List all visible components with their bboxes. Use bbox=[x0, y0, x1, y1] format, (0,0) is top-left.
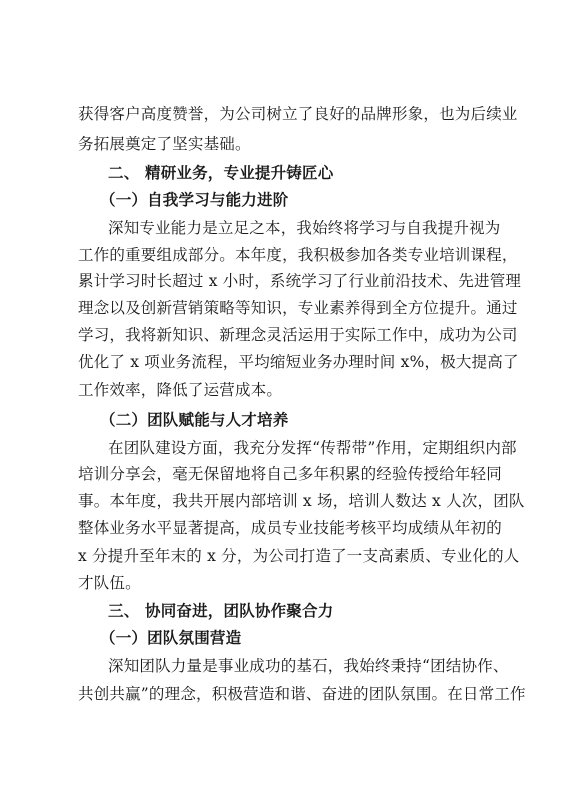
paragraph-line: 共创共赢”的理念，积极营造和谐、奋进的团队氛围。在日常工作 bbox=[78, 685, 526, 703]
section-heading: 二、 精研业务，专业提升铸匠心 bbox=[108, 163, 334, 182]
paragraph-line: 获得客户高度赞誉，为公司树立了良好的品牌形象，也为后续业 bbox=[78, 105, 518, 123]
paragraph-line: x 分提升至年末的 x 分，为公司打造了一支高素质、专业化的人 bbox=[78, 547, 520, 565]
paragraph-line: 整体业务水平显著提高，成员专业技能考核平均成绩从年初的 bbox=[78, 519, 502, 537]
paragraph-line: 理念以及创新营销策略等知识，专业素养得到全方位提升。通过 bbox=[78, 299, 518, 317]
subsection-heading: （二）团队赋能与人才培养 bbox=[100, 410, 289, 429]
paragraph-line: 培训分享会，毫无保留地将自己多年积累的经验传授给年轻同 bbox=[78, 465, 502, 483]
subsection-heading: （一）自我学习与能力进阶 bbox=[100, 190, 289, 209]
paragraph-line: 累计学习时长超过 x 小时，系统学习了行业前沿技术、先进管理 bbox=[78, 272, 522, 290]
paragraph-line: 事。本年度，我共开展内部培训 x 场，培训人数达 x 人次，团队 bbox=[78, 492, 525, 510]
paragraph-line: 才队伍。 bbox=[78, 574, 141, 592]
paragraph-line: 优化了 x 项业务流程，平均缩短业务办理时间 x%，极大提高了 bbox=[78, 353, 519, 371]
paragraph-line: 工作效率，降低了运营成本。 bbox=[78, 381, 283, 399]
paragraph-line: 在团队建设方面，我充分发挥“传帮带”作用，定期组织内部 bbox=[108, 439, 517, 457]
paragraph-line: 深知团队力量是事业成功的基石，我始终秉持“团结协作、 bbox=[108, 657, 509, 675]
subsection-heading: （一）团队氛围营造 bbox=[100, 628, 242, 647]
paragraph-line: 深知专业能力是立足之本，我始终将学习与自我提升视为 bbox=[108, 219, 501, 237]
paragraph-line: 工作的重要组成部分。本年度，我积极参加各类专业培训课程， bbox=[78, 246, 518, 264]
paragraph-line: 务拓展奠定了坚实基础。 bbox=[78, 135, 251, 153]
section-heading: 三、 协同奋进，团队协作聚合力 bbox=[108, 601, 334, 620]
paragraph-line: 学习，我将新知识、新理念灵活运用于实际工作中，成功为公司 bbox=[78, 326, 518, 344]
